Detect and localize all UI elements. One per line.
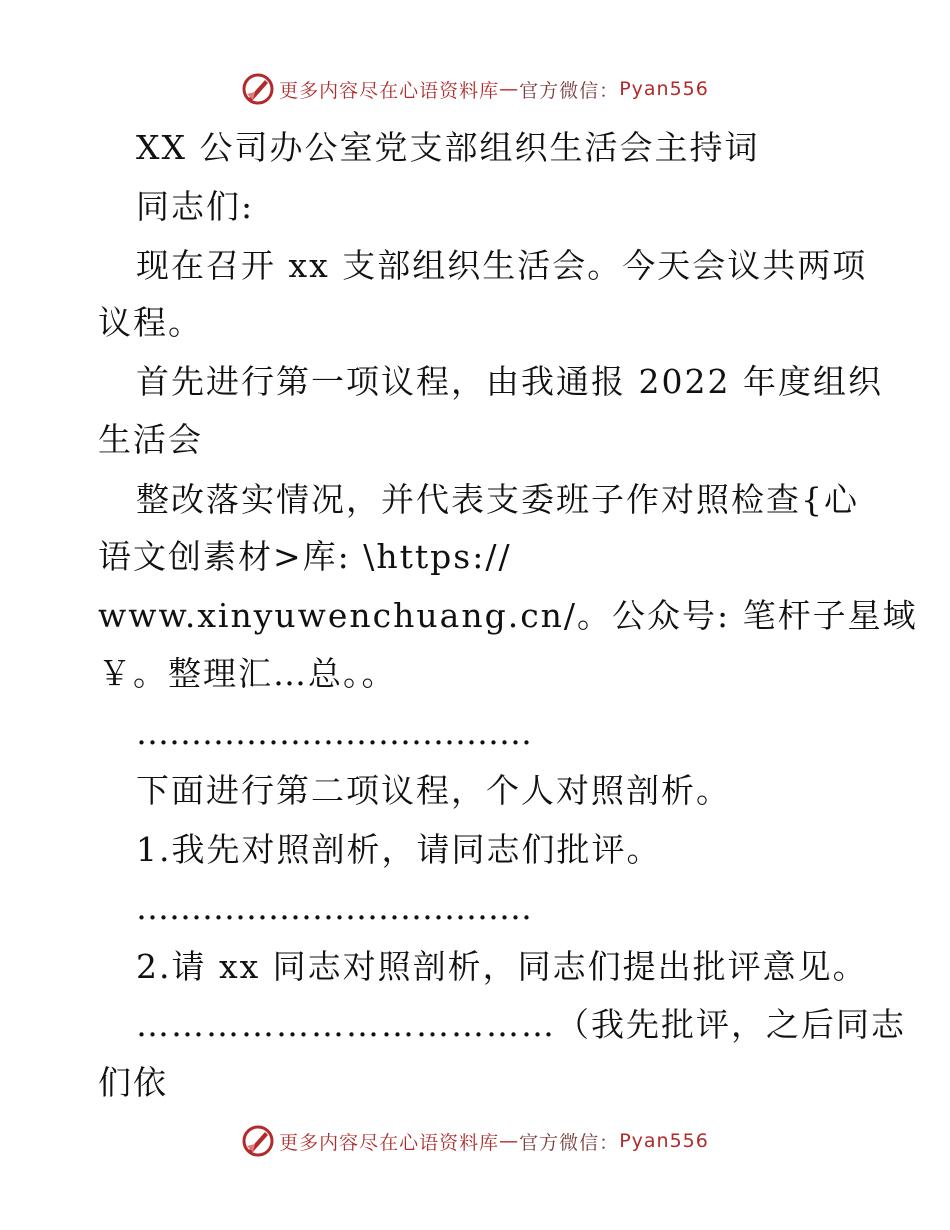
wechat-id: Pyan556: [619, 78, 709, 100]
watermark-text: 更多内容尽在心语资料库: [279, 79, 500, 102]
paragraph-line: 们依: [98, 1063, 168, 1102]
header-watermark: [0, 72, 950, 106]
doc-title: XX 公司办公室党支部组织生活会主持词: [136, 128, 760, 167]
feather-pen-icon: [241, 72, 275, 106]
paragraph-line: ￥。整理汇…总。。: [98, 654, 397, 693]
watermark-dash: —: [499, 78, 520, 100]
paragraph-line: 首先进行第一项议程，由我通报 2022 年度组织: [136, 362, 883, 401]
paragraph-line: 生活会: [98, 420, 203, 459]
paragraph-line: 1.我先对照剖析，请同志们批评。: [136, 830, 662, 869]
wechat-label: 官方微信：: [519, 1131, 620, 1154]
ellipsis-line: ………………………………: [136, 713, 532, 752]
paragraph-line: 现在召开 xx 支部组织生活会。今天会议共两项: [136, 246, 868, 285]
paragraph-line: www.xinyuwenchuang.cn/。公众号: 笔杆子星域: [98, 596, 918, 635]
footer-watermark: [0, 1124, 950, 1158]
wechat-label: 官方微信：: [519, 79, 620, 102]
paragraph-line: ………………………………（我先批评，之后同志: [136, 1005, 906, 1044]
paragraph-line: 语文创素材>库: \https://: [98, 537, 512, 576]
watermark-dash: —: [499, 1130, 520, 1152]
paragraph-line: 整改落实情况，并代表支委班子作对照检查{心: [136, 480, 859, 519]
paragraph-line: 议程。: [98, 303, 203, 342]
wechat-id: Pyan556: [619, 1130, 709, 1152]
paragraph-line: 下面进行第二项议程，个人对照剖析。: [136, 771, 731, 810]
ellipsis-line: ………………………………: [136, 888, 532, 927]
paragraph-line: 2.请 xx 同志对照剖析，同志们提出批评意见。: [136, 947, 868, 986]
watermark-text: 更多内容尽在心语资料库: [279, 1131, 500, 1154]
salutation: 同志们:: [136, 187, 255, 226]
feather-pen-icon: [241, 1124, 275, 1158]
